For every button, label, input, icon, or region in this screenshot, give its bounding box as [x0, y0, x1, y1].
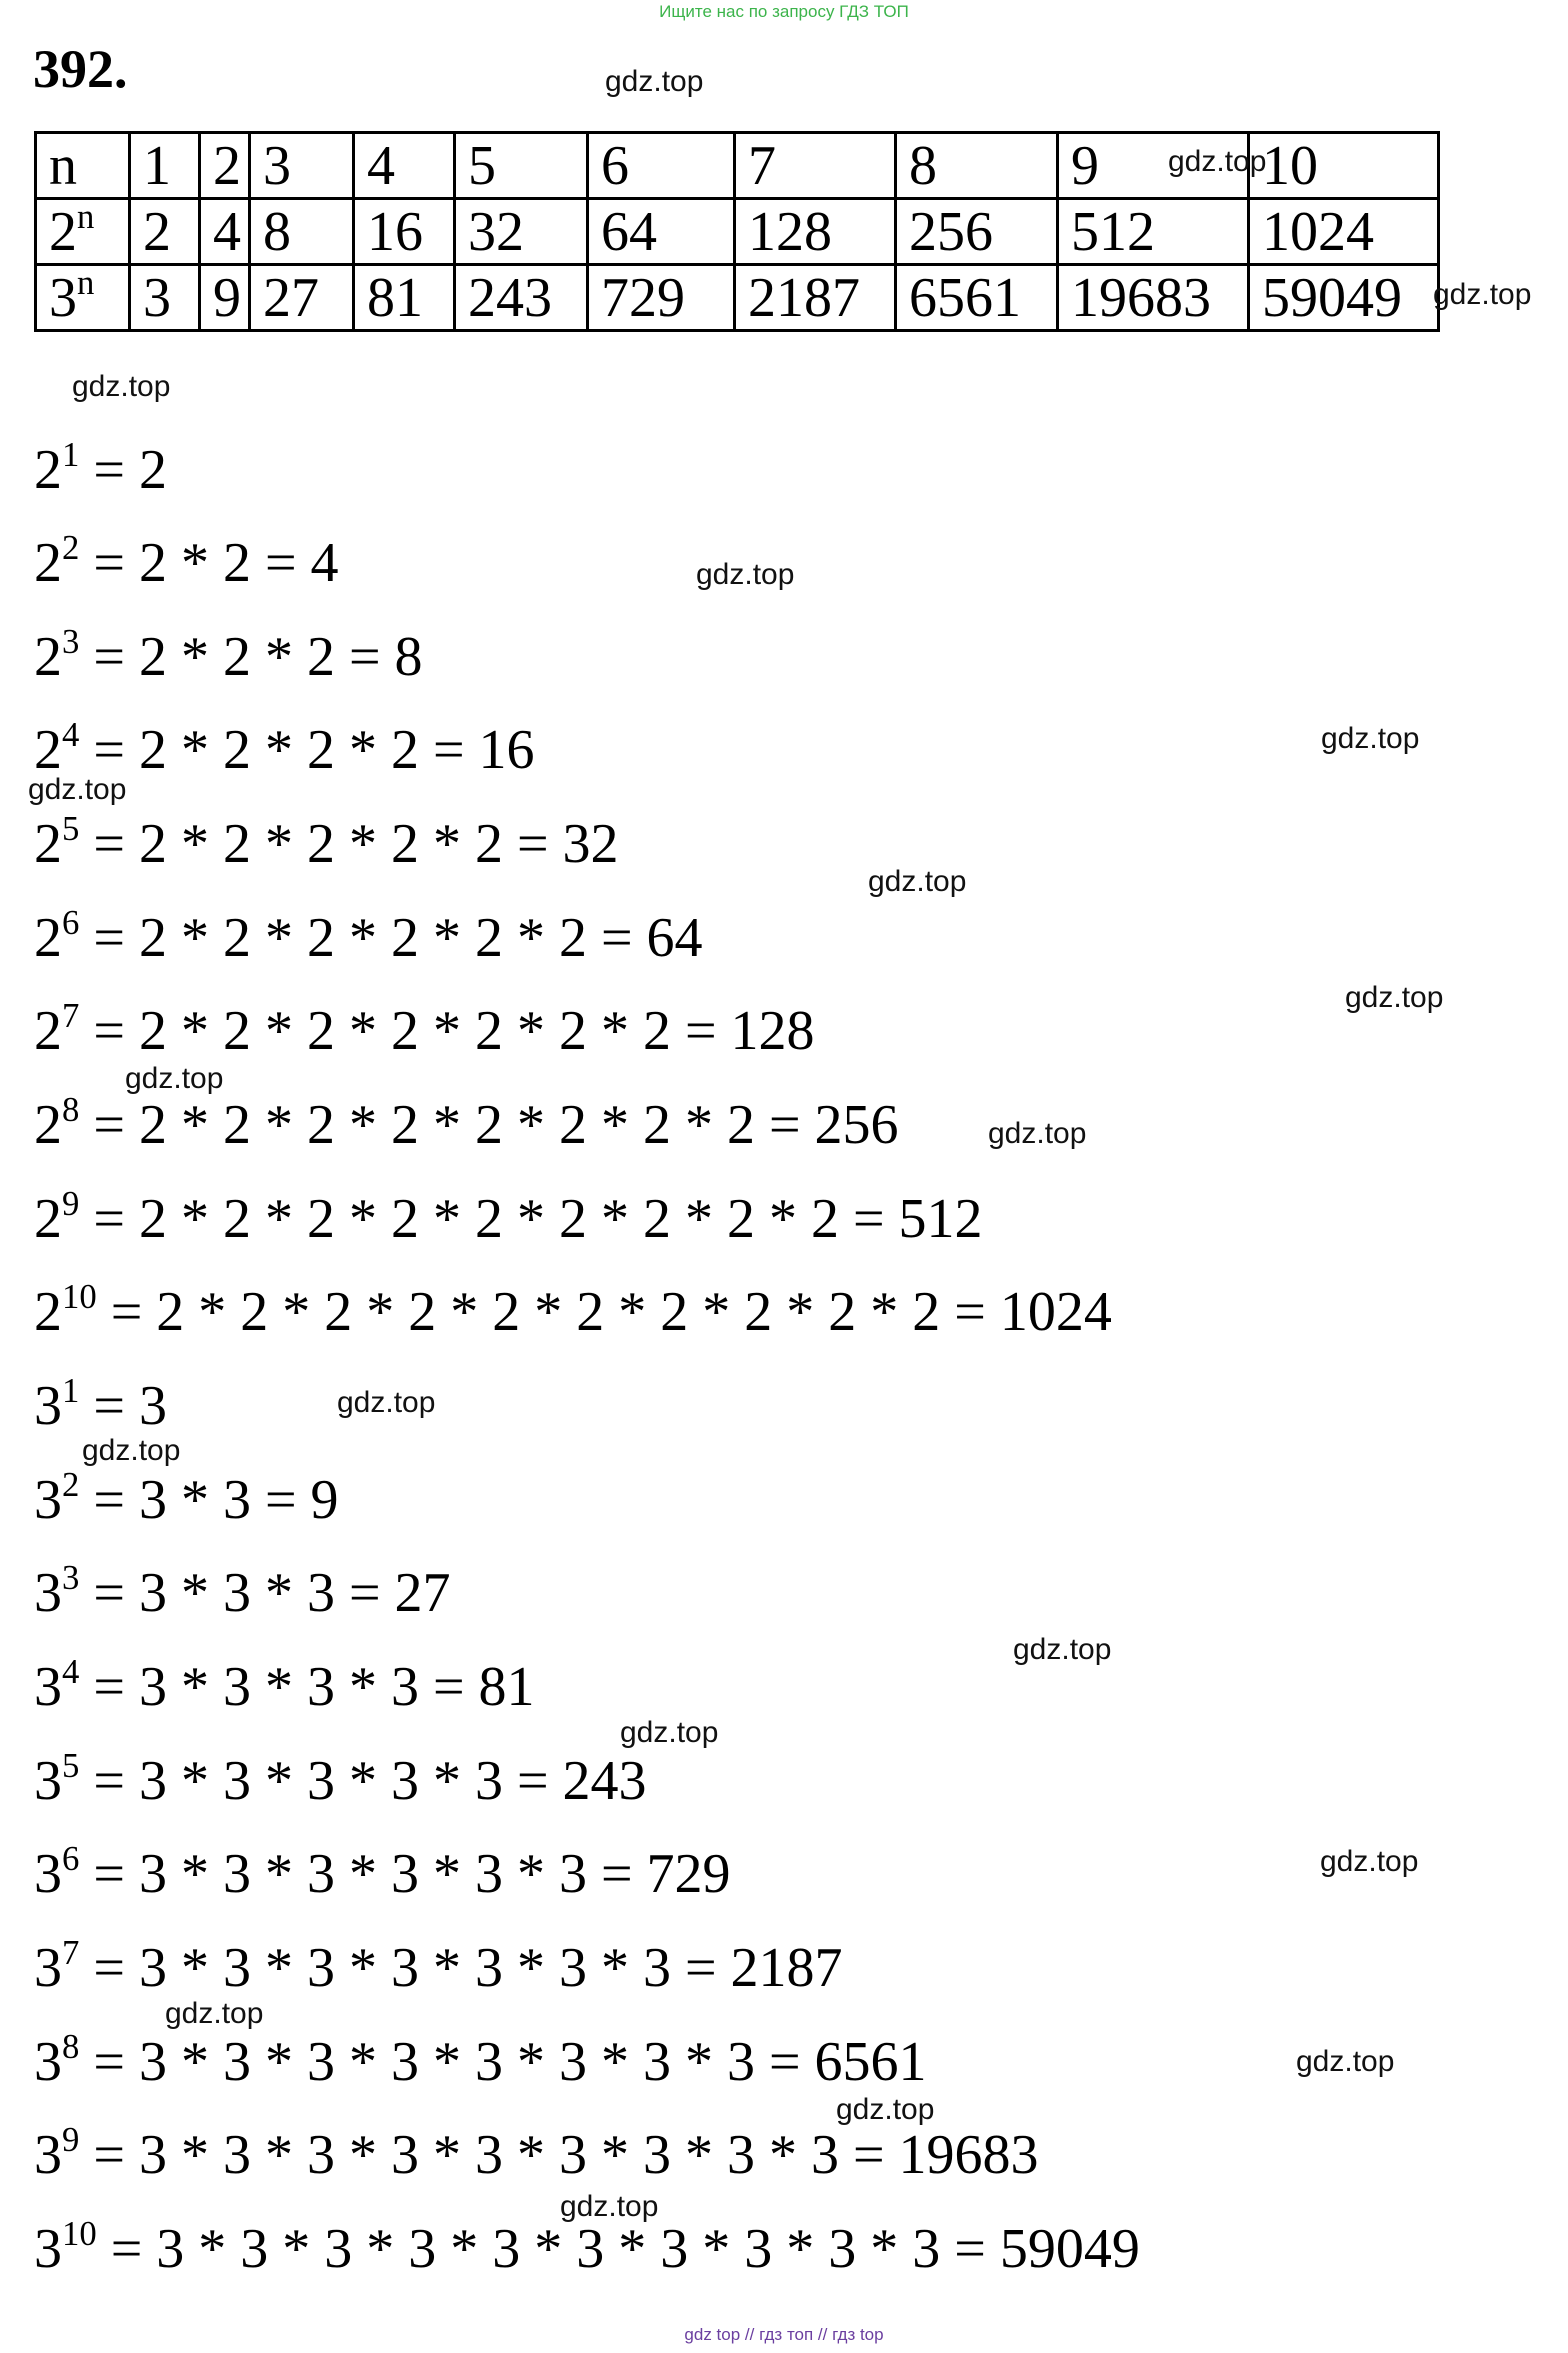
expansion: = 3 — [79, 1375, 167, 1437]
table-cell: 9 — [1058, 133, 1249, 199]
equation-line — [34, 435, 167, 501]
base: 2 — [34, 719, 62, 781]
watermark: gdz.top — [337, 1386, 436, 1419]
expansion: = 3 * 3 * 3 * 3 = 81 — [79, 1656, 535, 1718]
base: 3 — [34, 1656, 62, 1718]
base: 2 — [34, 907, 62, 969]
base: 3 — [49, 266, 77, 329]
watermark: gdz.top — [1296, 2045, 1395, 2078]
equation-line — [34, 2214, 1140, 2280]
watermark: gdz.top — [82, 1434, 181, 1467]
table-cell: 2 — [130, 199, 200, 265]
equation-line — [34, 996, 815, 1062]
exponent: 9 — [62, 1184, 80, 1223]
exponent: 8 — [62, 2027, 80, 2066]
exponent: 2 — [62, 528, 80, 567]
exponent: 7 — [62, 1933, 80, 1972]
exponent: 10 — [62, 1277, 97, 1316]
table-cell: 7 — [735, 133, 896, 199]
table-cell: 512 — [1058, 199, 1249, 265]
base: 2 — [34, 439, 62, 501]
table-cell: 64 — [588, 199, 735, 265]
footer-links[interactable]: gdz top // гдз топ // гдз top — [684, 2325, 884, 2344]
top-banner[interactable]: Ищите нас по запросу ГДЗ ТОП — [659, 2, 909, 21]
watermark: gdz.top — [1433, 278, 1532, 311]
exponent: 8 — [62, 1090, 80, 1129]
equation-line — [34, 2120, 1039, 2186]
watermark: gdz.top — [1345, 981, 1444, 1014]
table-cell: 81 — [354, 265, 455, 331]
exponent: 3 — [62, 622, 80, 661]
expansion: = 3 * 3 * 3 * 3 * 3 * 3 * 3 = 2187 — [79, 1937, 843, 1999]
expansion: = 3 * 3 * 3 * 3 * 3 * 3 = 729 — [79, 1843, 731, 1905]
exponent: 4 — [62, 715, 80, 754]
exercise-number: 392. — [33, 39, 128, 99]
table-cell: 1024 — [1249, 199, 1439, 265]
table-cell: 2187 — [735, 265, 896, 331]
expansion: = 2 * 2 * 2 * 2 * 2 = 32 — [79, 813, 619, 875]
table-cell: 10 — [1249, 133, 1439, 199]
table-cell: 256 — [896, 199, 1058, 265]
row-label: n — [36, 133, 130, 199]
table-row-2n — [36, 199, 1439, 265]
watermark: gdz.top — [560, 2190, 659, 2223]
base: 3 — [34, 1843, 62, 1905]
equation-line — [34, 809, 619, 875]
exponent: 1 — [62, 435, 80, 474]
equation-line — [34, 1371, 167, 1437]
exponent: 6 — [62, 1839, 80, 1878]
table-cell: 6 — [588, 133, 735, 199]
equation-line — [34, 715, 535, 781]
expansion: = 2 * 2 * 2 * 2 * 2 * 2 * 2 * 2 * 2 = 512 — [79, 1188, 983, 1250]
base: 2 — [34, 626, 62, 688]
exponent: n — [77, 262, 95, 302]
table-row-3n — [36, 265, 1439, 331]
expansion: = 3 * 3 * 3 * 3 * 3 * 3 * 3 * 3 = 6561 — [79, 2031, 927, 2093]
base: 2 — [34, 1188, 62, 1250]
base: 3 — [34, 2031, 62, 2093]
exponent: 6 — [62, 903, 80, 942]
expansion: = 3 * 3 * 3 * 3 * 3 * 3 * 3 * 3 * 3 * 3 = 59049 — [96, 2218, 1140, 2280]
table-cell: 3 — [130, 265, 200, 331]
expansion: = 2 * 2 * 2 * 2 = 16 — [79, 719, 535, 781]
table-cell: 3 — [250, 133, 354, 199]
watermark: gdz.top — [988, 1117, 1087, 1150]
equation-line — [34, 1652, 535, 1718]
expansion: = 2 * 2 * 2 = 8 — [79, 626, 423, 688]
equation-line — [34, 1184, 983, 1250]
base: 3 — [34, 2124, 62, 2186]
base: 3 — [34, 1562, 62, 1624]
equation-line — [34, 1465, 339, 1531]
table-cell: 32 — [455, 199, 588, 265]
table-cell: 27 — [250, 265, 354, 331]
exponent: n — [77, 196, 95, 236]
row-label — [36, 262, 130, 331]
base: 2 — [49, 200, 77, 263]
equation-line — [34, 903, 703, 969]
table-cell: 1 — [130, 133, 200, 199]
equation-line — [34, 1090, 899, 1156]
watermark: gdz.top — [868, 865, 967, 898]
exponent: 2 — [62, 1465, 80, 1504]
expansion: = 2 — [79, 439, 167, 501]
base: 3 — [34, 1750, 62, 1812]
equation-line — [34, 528, 339, 594]
base: 3 — [34, 1375, 62, 1437]
table-cell: 5 — [455, 133, 588, 199]
watermark: gdz.top — [1321, 722, 1420, 755]
expansion: = 2 * 2 * 2 * 2 * 2 * 2 * 2 * 2 * 2 * 2 = 1024 — [96, 1281, 1112, 1343]
table-cell: 19683 — [1058, 265, 1249, 331]
expansion: = 2 * 2 * 2 * 2 * 2 * 2 * 2 * 2 = 256 — [79, 1094, 899, 1156]
table-cell: 59049 — [1249, 265, 1439, 331]
expansion: = 3 * 3 = 9 — [79, 1469, 339, 1531]
table-cell: 4 — [354, 133, 455, 199]
exponent: 5 — [62, 809, 80, 848]
expansion: = 2 * 2 * 2 * 2 * 2 * 2 = 64 — [79, 907, 703, 969]
watermark: gdz.top — [125, 1062, 224, 1095]
watermark: gdz.top — [620, 1716, 719, 1749]
expansion: = 2 * 2 = 4 — [79, 532, 339, 594]
table-cell: 6561 — [896, 265, 1058, 331]
watermark: gdz.top — [836, 2093, 935, 2126]
base: 2 — [34, 813, 62, 875]
watermark: gdz.top — [696, 558, 795, 591]
equation-line — [34, 1277, 1112, 1343]
row-label — [36, 196, 130, 265]
base: 2 — [34, 1000, 62, 1062]
base: 2 — [34, 532, 62, 594]
equation-line — [34, 2027, 927, 2093]
expansion: = 2 * 2 * 2 * 2 * 2 * 2 * 2 = 128 — [79, 1000, 815, 1062]
table-cell: 128 — [735, 199, 896, 265]
base: 3 — [34, 1937, 62, 1999]
equation-line — [34, 1558, 451, 1624]
base: 3 — [34, 2218, 62, 2280]
table-cell: 9 — [200, 265, 250, 331]
exponent: 9 — [62, 2120, 80, 2159]
exponent: 10 — [62, 2214, 97, 2253]
equation-line — [34, 1839, 731, 1905]
exponent: 4 — [62, 1652, 80, 1691]
exponent: 7 — [62, 996, 80, 1035]
table-cell: 16 — [354, 199, 455, 265]
expansion: = 3 * 3 * 3 * 3 * 3 = 243 — [79, 1750, 647, 1812]
watermark: gdz.top — [1320, 1845, 1419, 1878]
table-cell: 8 — [896, 133, 1058, 199]
watermark: gdz.top — [165, 1997, 264, 2030]
exponent: 5 — [62, 1746, 80, 1785]
equation-line — [34, 622, 423, 688]
expansion: = 3 * 3 * 3 = 27 — [79, 1562, 451, 1624]
table-cell: 729 — [588, 265, 735, 331]
base: 3 — [34, 1469, 62, 1531]
equation-line — [34, 1746, 647, 1812]
base: 2 — [34, 1281, 62, 1343]
expansion: = 3 * 3 * 3 * 3 * 3 * 3 * 3 * 3 * 3 = 19683 — [79, 2124, 1039, 2186]
table-cell: 8 — [250, 199, 354, 265]
exponent: 1 — [62, 1371, 80, 1410]
table-cell: 243 — [455, 265, 588, 331]
watermark: gdz.top — [1168, 145, 1267, 178]
watermark: gdz.top — [28, 773, 127, 806]
watermark: gdz.top — [1013, 1633, 1112, 1666]
watermark: gdz.top — [605, 65, 704, 98]
exponent: 3 — [62, 1558, 80, 1597]
base: 2 — [34, 1094, 62, 1156]
equation-line — [34, 1933, 843, 1999]
table-cell: 2 — [200, 133, 250, 199]
table-cell: 4 — [200, 199, 250, 265]
watermark: gdz.top — [72, 370, 171, 403]
